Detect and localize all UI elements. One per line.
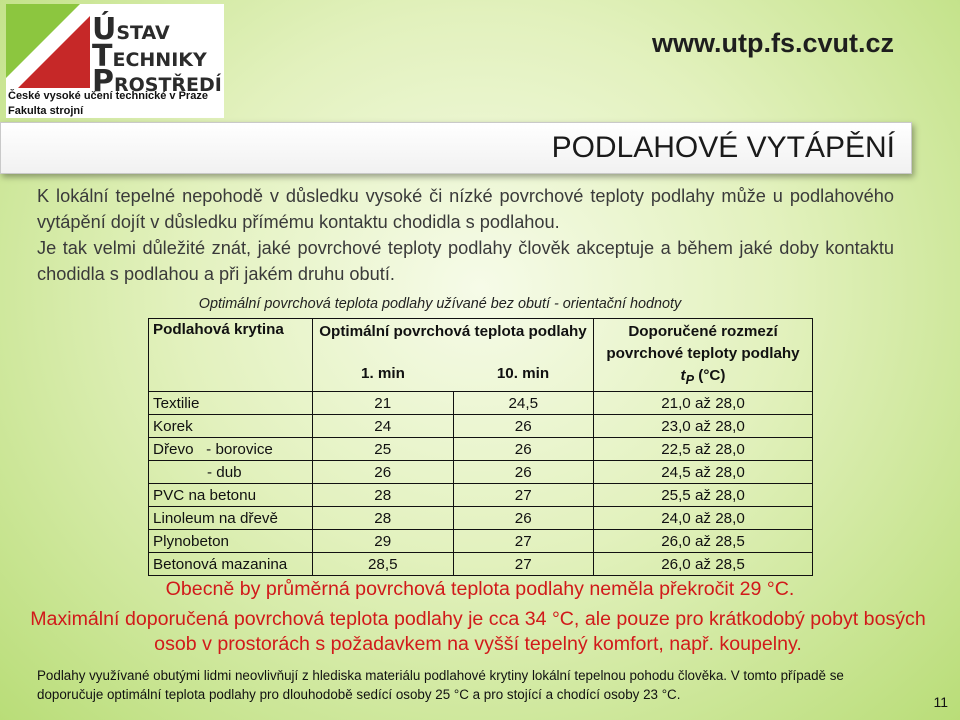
cell-cover: PVC na betonu xyxy=(149,484,313,507)
cell-range: 26,0 až 28,5 xyxy=(594,553,813,576)
table-row xyxy=(149,415,813,438)
cell-min1: 28,5 xyxy=(313,553,454,576)
cell-range: 23,0 až 28,0 xyxy=(594,415,813,438)
header-symbol: t xyxy=(680,367,686,384)
cell-range: 24,5 až 28,0 xyxy=(594,461,813,484)
header-min-10: 10. min xyxy=(496,365,550,383)
logo-university: České vysoké učení technické v Praze xyxy=(8,90,208,102)
footnote xyxy=(37,666,907,704)
table-row xyxy=(149,438,813,461)
cell-min1: 28 xyxy=(313,507,454,530)
table-row xyxy=(149,461,813,484)
intro-text xyxy=(37,183,894,287)
cell-range: 25,5 až 28,0 xyxy=(594,484,813,507)
table-header-row xyxy=(149,319,813,357)
header-min-1: 1. min xyxy=(361,365,405,383)
cell-min1: 26 xyxy=(313,461,454,484)
cell-min10: 26 xyxy=(453,461,594,484)
page-title: PODLAHOVÉ VYTÁPĚNÍ xyxy=(551,131,895,164)
cell-range: 21,0 až 28,0 xyxy=(594,392,813,415)
cell-range: 24,0 až 28,0 xyxy=(594,507,813,530)
cell-min1: 24 xyxy=(313,415,454,438)
cell-range: 22,5 až 28,0 xyxy=(594,438,813,461)
logo-word-prostredi: PROSTŘEDÍ xyxy=(92,64,222,99)
cell-min10: 24,5 xyxy=(453,392,594,415)
header-unit: (°C) xyxy=(694,367,726,384)
page-number: 11 xyxy=(933,694,948,710)
footnote-text: Podlahy využívané obutými lidmi neovlivňují z hlediska materiálu podlahové krytiny lokální tepelnou pohodu člověka. V tomto případě se doporučuje optimální teplota podlahy pro dlouhodobě sedící osoby 25 °C a pro stojící a chodící osoby 23 °C. xyxy=(37,668,844,702)
cell-min10: 27 xyxy=(453,530,594,553)
cell-cover: Korek xyxy=(149,415,313,438)
intro-paragraph-2: Je tak velmi důležité znát, jaké povrchové teploty podlahy člověk akceptuje a během jaké doby kontaktu chodidla s podlahou a při jakém druhu obutí. xyxy=(37,238,894,284)
table-row xyxy=(149,507,813,530)
logo-emblem-icon xyxy=(6,4,92,90)
cell-min10: 26 xyxy=(453,438,594,461)
cell-cover: Betonová mazanina xyxy=(149,553,313,576)
cell-range: 26,0 až 28,5 xyxy=(594,530,813,553)
cell-min1: 21 xyxy=(313,392,454,415)
header-optimal-temp: Optimální povrchová teplota podlahy xyxy=(313,319,594,357)
highlight-max-temp: Maximální doporučená povrchová teplota podlahy je cca 34 °C, ale pouze pro krátkodobý pobyt bosých osob v prostorách s požadavkem na vyšší tepelný komfort, např. koupelny. xyxy=(30,608,926,655)
header-symbol-sub: P xyxy=(685,373,695,388)
highlight-average-temp: Obecně by průměrná povrchová teplota podlahy neměla překročit 29 °C. xyxy=(165,578,795,600)
header-floor-cover: Podlahová krytina xyxy=(149,319,313,392)
cell-min10: 26 xyxy=(453,415,594,438)
intro-paragraph-1: K lokální tepelné nepohodě v důsledku vysoké či nízké povrchové teploty podlahy může u podlahového vytápění dojít v důsledku přímému kontaktu chodidla s podlahou. xyxy=(37,186,894,232)
table-row xyxy=(149,553,813,576)
cell-min1: 28 xyxy=(313,484,454,507)
logo-faculty: Fakulta strojní xyxy=(8,105,84,117)
header-recommended-range xyxy=(594,319,813,392)
cell-min10: 26 xyxy=(453,507,594,530)
table-caption: Optimální povrchová teplota podlahy užívané bez obutí - orientační hodnoty xyxy=(198,296,682,312)
floor-temperature-table xyxy=(148,318,813,576)
cell-cover: - dub xyxy=(149,461,313,484)
cell-cover: Plynobeton xyxy=(149,530,313,553)
cell-cover: Linoleum na dřevě xyxy=(149,507,313,530)
table-row xyxy=(149,392,813,415)
title-band xyxy=(0,122,912,174)
header-recommended-label: Doporučené rozmezí povrchové teploty podlahy xyxy=(606,323,800,362)
cell-cover: Dřevo - borovice xyxy=(149,438,313,461)
logo-word-ustav: ÚSTAV xyxy=(92,12,170,47)
cell-min10: 27 xyxy=(453,553,594,576)
logo-word-techniky: TECHNIKY xyxy=(92,39,207,74)
table-row xyxy=(149,530,813,553)
table-row xyxy=(149,484,813,507)
institute-logo xyxy=(6,4,224,118)
cell-min1: 25 xyxy=(313,438,454,461)
cell-min10: 27 xyxy=(453,484,594,507)
site-url: www.utp.fs.cvut.cz xyxy=(651,28,894,58)
cell-cover: Textilie xyxy=(149,392,313,415)
cell-min1: 29 xyxy=(313,530,454,553)
